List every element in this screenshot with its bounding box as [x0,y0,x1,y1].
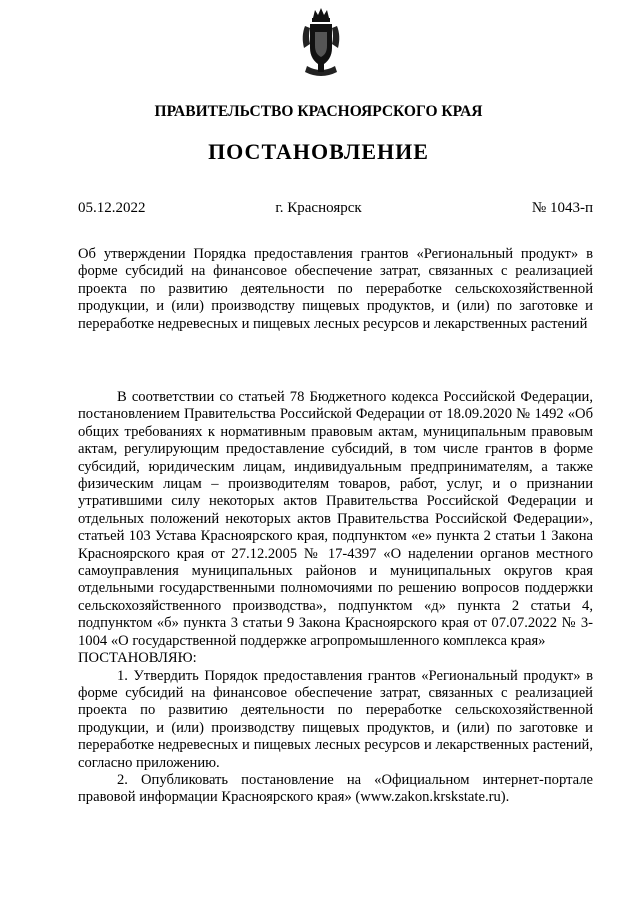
document-city: г. Красноярск [275,200,362,216]
resolve-heading: ПОСТАНОВЛЯЮ: [78,650,197,667]
document-subject: Об утверждении Порядка предоставления грантов «Региональный продукт» в форме субсидий на финансовое обеспечение затрат, связанных с реализацией проекта по развитию деятельности по переработке сельскохозяйственной продукции, и (или) производству пищевых продуктов, и (или) по заготовке и переработке недревесных и пищевых лесных ресурсов и лекарственных растений [78,246,593,332]
government-name: ПРАВИТЕЛЬСТВО КРАСНОЯРСКОГО КРАЯ [154,103,483,120]
item-1-paragraph: 1. Утвердить Порядок предоставления грантов «Региональный продукт» в форме субсидий на финансовое обеспечение затрат, связанных с реализацией проекта по развитию деятельности по переработке сельскохозяйственной продукции, и (или) производству пищевых продуктов, и (или) по заготовке и переработке недревесных и пищевых лесных ресурсов и лекарственных растений, согласно приложению. [78,667,593,771]
document-date: 05.12.2022 [78,200,146,216]
document-type-title: ПОСТАНОВЛЕНИЕ [208,139,429,164]
preamble-paragraph: В соответствии со статьей 78 Бюджетного кодекса Российской Федерации, постановлением Правительства Российской Федерации от 18.09.2020 № 1492 «Об общих требованиях к нормативным правовым актам, муниципальным правовым актам, регулирующим предоставление субсидий, в том числе грантов в форме субсидий, юридическим лицам, индивидуальным предпринимателям, а также физическим лицам – производителям товаров, работ, услуг, и о признании утратившими силу некоторых актов Правительства Российской Федерации и отдельных положений некоторых актов Правительства Российской Федерации», статьей 103 Устава Красноярского края, подпунктом «е» пункта 2 статьи 1 Закона Красноярского края от 27.12.2005 № 17-4397 «О наделении органов местного самоуправления муниципальных районов и муниципальных округов края отдельными государственными полномочиями по решению вопросов поддержки сельскохозяйственного производства», подпунктом «д» пункта 2 статьи 4, подпунктом «б» пункта 3 статьи 9 Закона Красноярского края от 07.07.2022 № 3-1004 «О государственной поддержке агропромышленного комплекса края» [78,389,593,649]
coat-of-arms-emblem [301,8,341,80]
item-2-paragraph: 2. Опубликовать постановление на «Официальном интернет-портале правовой информации Красноярского края» (www.zakon.krskstate.ru). [78,771,593,806]
document-body [78,389,593,807]
document-number: № 1043-п [531,200,593,216]
